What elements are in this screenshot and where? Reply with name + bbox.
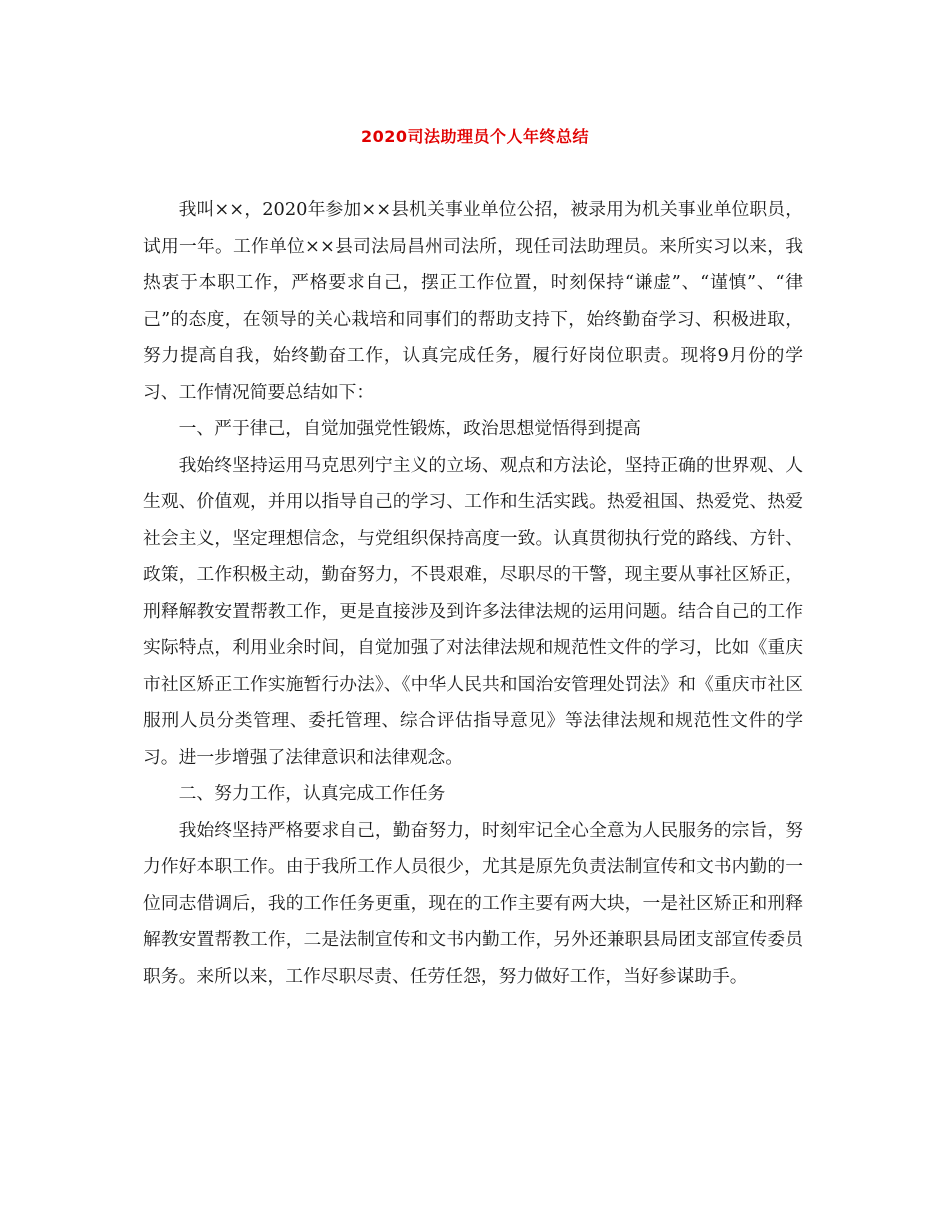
paragraph-section-1: 我始终坚持运用马克思列宁主义的立场、观点和方法论，坚持正确的世界观、人生观、价值观，并用以指导自己的学习、工作和生活实践。热爱祖国、热爱党、热爱社会主义，坚定理想信念，与党组织保持高度一致。认真贯彻执行党的路线、方针、政策，工作积极主动，勤奋努力，不畏艰难，尽职尽的干警，现主要从事社区矫正，刑释解教安置帮教工作，更是直接涉及到许多法律法规的运用问题。结合自己的工作实际特点，利用业余时间，自觉加强了对法律法规和规范性文件的学习，比如《重庆市社区矫正工作实施暂行办法》、《中华人民共和国治安管理处罚法》和《重庆市社区服刑人员分类管理、委托管理、综合评估指导意见》等法律法规和规范性文件的学习。进一步增强了法律意识和法律观念。 [143, 454, 803, 768]
section-heading-1: 一、严于律己，自觉加强党性锻炼，政治思想觉悟得到提高 [178, 418, 641, 439]
section-heading-2: 二、努力工作，认真完成工作任务 [178, 783, 446, 804]
document-title: 2020司法助理员个人年终总结 [360, 127, 590, 146]
document-body [143, 192, 803, 995]
paragraph-intro: 我叫××，2020年参加××县机关事业单位公招，被录用为机关事业单位职员，试用一年。工作单位××县司法局昌州司法所，现任司法助理员。来所实习以来，我热衷于本职工作，严格要求自己，摆正工作位置，时刻保持“谦虚”、“谨慎”、“律己”的态度，在领导的关心栽培和同事们的帮助支持下，始终勤奋学习、积极进取，努力提高自我，始终勤奋工作，认真完成任务，履行好岗位职责。现将9月份的学习、工作情况简要总结如下： [143, 199, 803, 403]
paragraph-section-2: 我始终坚持严格要求自己，勤奋努力，时刻牢记全心全意为人民服务的宗旨，努力作好本职工作。由于我所工作人员很少，尤其是原先负责法制宣传和文书内勤的一位同志借调后，我的工作任务更重，现在的工作主要有两大块，一是社区矫正和刑释解教安置帮教工作，二是法制宣传和文书内勤工作，另外还兼职县局团支部宣传委员职务。来所以来，工作尽职尽责、任劳任怨，努力做好工作，当好参谋助手。 [143, 819, 803, 987]
